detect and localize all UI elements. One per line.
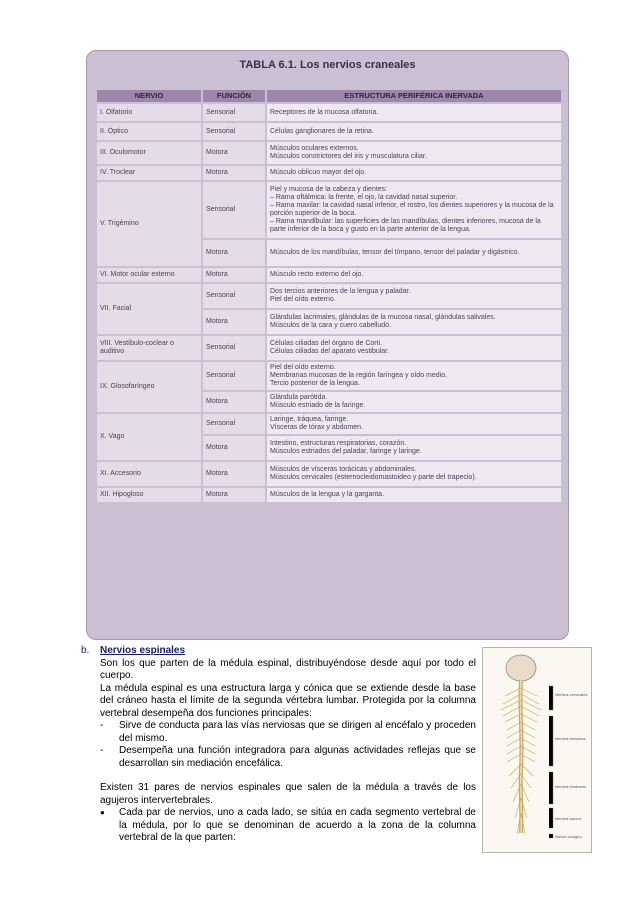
cranial-nerves-table-figure bbox=[86, 50, 569, 640]
nerve-cell: VII. Facial bbox=[97, 284, 201, 334]
nerve-cell: I. Olfatorio bbox=[97, 104, 201, 121]
structure-cell: Células ciliadas del órgano de Corti. Células ciliadas del aparato vestibular. bbox=[267, 336, 561, 360]
structure-cell: Músculo recto externo del ojo. bbox=[267, 268, 561, 282]
function-cell: Sensorial bbox=[203, 362, 265, 390]
dash-item-text: Sirve de conducta para las vías nerviosas que se dirigen al encéfalo y proceden del mismo. bbox=[119, 720, 476, 744]
figure-label: Nervios sacros bbox=[555, 816, 582, 821]
table-row bbox=[97, 336, 561, 360]
dash-item-text: Desempeña una función integradora para algunas actividades reflejas que se desarrollan sin mediación encefálica. bbox=[119, 745, 476, 769]
nerve-cell: VI. Motor ocular externo bbox=[97, 268, 201, 282]
dash-marker: - bbox=[100, 745, 104, 756]
bullet-marker: ● bbox=[100, 808, 105, 817]
dash-item bbox=[81, 745, 476, 770]
paragraph-2: La médula espinal es una estructura larga y cónica que se extiende desde la base del cráneo hasta el límite de la segunda vértebra lumbar. Protegida por la columna vertebral desempeña dos funciones principales: bbox=[100, 682, 476, 719]
structure-cell: Músculos de la lengua y la garganta. bbox=[267, 488, 561, 502]
structure-cell: Músculos oculares externos. Músculos constrictores del iris y musculatura ciliar. bbox=[267, 142, 561, 164]
structure-cell: Músculo oblicuo mayor del ojo. bbox=[267, 166, 561, 180]
table-row bbox=[97, 123, 561, 140]
table-title: TABLA 6.1. Los nervios craneales bbox=[239, 59, 416, 71]
table-row bbox=[97, 362, 561, 390]
nerve-cell: VIII. Vestíbulo-coclear o auditivo bbox=[97, 336, 201, 360]
structure-cell: Piel y mucosa de la cabeza y dientes: – Rama oftálmica: la frente, el ojo, la cavidad nasal superior. – Rama maxilar: la cavidad nasal inferior, el rostro, los dientes superiores y la mucosa de la porción superior de la boca. – Rama mandibular: las superficies de las mandíbulas, dientes inferiores, mucosa de la parte inferior de la boca y gusto en la parte anterior de la lengua. bbox=[267, 182, 561, 238]
bracket-lines bbox=[549, 686, 553, 838]
table-row bbox=[97, 488, 561, 502]
nerve-cell: X. Vago bbox=[97, 414, 201, 460]
paragraph-3: Existen 31 pares de nervios espinales que salen de la médula a través de los agujeros intervertebrales. bbox=[100, 782, 476, 806]
paragraph-1: Son los que parten de la médula espinal, distribuyéndose desde aquí por todo el cuerpo. bbox=[100, 657, 476, 681]
nerve-cell: II. Óptico bbox=[97, 123, 201, 140]
section-title: Nervios espinales bbox=[100, 645, 186, 656]
table-row bbox=[97, 462, 561, 486]
function-cell: Motora bbox=[203, 166, 265, 180]
nerve-cell: IV. Troclear bbox=[97, 166, 201, 180]
structure-cell: Músculos de los mandíbulas, tensor del tímpano, tensor del paladar y digástrico. bbox=[267, 240, 561, 266]
nerve-cell: IX. Glosofaríngeo bbox=[97, 362, 201, 412]
function-cell: Motora bbox=[203, 142, 265, 164]
figure-label: Nervios torácicos bbox=[555, 736, 586, 741]
bullet-item bbox=[81, 807, 476, 845]
structure-cell: Piel del oído externo. Membranas mucosas de la región faríngea y oído medio. Tercio posterior de la lengua. bbox=[267, 362, 561, 390]
header-nerve: NERVIO bbox=[97, 90, 201, 102]
section-heading bbox=[81, 645, 476, 658]
nerve-cell: XI. Accesorio bbox=[97, 462, 201, 486]
function-cell: Sensorial bbox=[203, 123, 265, 140]
table-row bbox=[97, 284, 561, 308]
section-letter: b. bbox=[81, 645, 90, 656]
spinal-nerves-section bbox=[81, 645, 476, 845]
function-cell: Motora bbox=[203, 268, 265, 282]
function-cell: Motora bbox=[203, 462, 265, 486]
function-cell: Sensorial bbox=[203, 104, 265, 121]
structure-cell: Intestino, estructuras respiratorias, corazón. Músculos estriados del paladar, faringe y laringe. bbox=[267, 436, 561, 460]
structure-cell: Células ganglionares de la retina. bbox=[267, 123, 561, 140]
function-cell: Sensorial bbox=[203, 284, 265, 308]
function-cell: Motora bbox=[203, 436, 265, 460]
spinal-nerves-illustration bbox=[482, 647, 592, 853]
header-structure: ESTRUCTURA PERIFÉRICA INERVADA bbox=[267, 90, 561, 102]
structure-cell: Glándulas lacrimales, glándulas de la mucosa nasal, glándulas salivales. Músculos de la cara y cuero cabelludo. bbox=[267, 310, 561, 334]
table-row bbox=[97, 182, 561, 238]
figure-label: Nervios cervicales bbox=[555, 692, 588, 697]
function-cell: Sensorial bbox=[203, 182, 265, 238]
structure-cell: Dos tercios anteriores de la lengua y paladar. Piel del oído externo. bbox=[267, 284, 561, 308]
structure-cell: Glándula parótida. Músculo estriado de la faringe. bbox=[267, 392, 561, 412]
nerve-cell: III. Oculomotor bbox=[97, 142, 201, 164]
cranial-nerves-table bbox=[95, 88, 563, 504]
table-row bbox=[97, 268, 561, 282]
function-cell: Sensorial bbox=[203, 414, 265, 434]
table-row bbox=[97, 166, 561, 180]
structure-cell: Laringe, tráquea, faringe. Vísceras de tórax y abdomen. bbox=[267, 414, 561, 434]
structure-cell: Músculos de vísceras torácicas y abdominales. Músculos cervicales (esternocleidomastoideo y parte del trapecio). bbox=[267, 462, 561, 486]
function-cell: Motora bbox=[203, 310, 265, 334]
nerve-cell: XII. Hipogloso bbox=[97, 488, 201, 502]
figure-label: Nervio coxígeo bbox=[555, 834, 582, 839]
function-cell: Motora bbox=[203, 240, 265, 266]
structure-cell: Receptores de la mucosa olfatoria. bbox=[267, 104, 561, 121]
table-row bbox=[97, 104, 561, 121]
header-function: FUNCIÓN bbox=[203, 90, 265, 102]
table-body bbox=[97, 104, 561, 502]
table-row bbox=[97, 142, 561, 164]
function-cell: Motora bbox=[203, 392, 265, 412]
skull-shape bbox=[506, 655, 536, 681]
dash-item bbox=[81, 720, 476, 745]
bullet-item-text: Cada par de nervios, uno a cada lado, se sitúa en cada segmento vertebral de la médula, por lo que se denominan de acuerdo a la zona de la columna vertebral de la que parten: bbox=[119, 807, 476, 843]
table-row bbox=[97, 414, 561, 434]
function-cell: Motora bbox=[203, 488, 265, 502]
figure-label: Nervios lumbares bbox=[555, 784, 587, 789]
function-cell: Sensorial bbox=[203, 336, 265, 360]
dash-marker: - bbox=[100, 720, 104, 731]
spine-drawing bbox=[483, 648, 591, 852]
nerve-cell: V. Trigémino bbox=[97, 182, 201, 266]
